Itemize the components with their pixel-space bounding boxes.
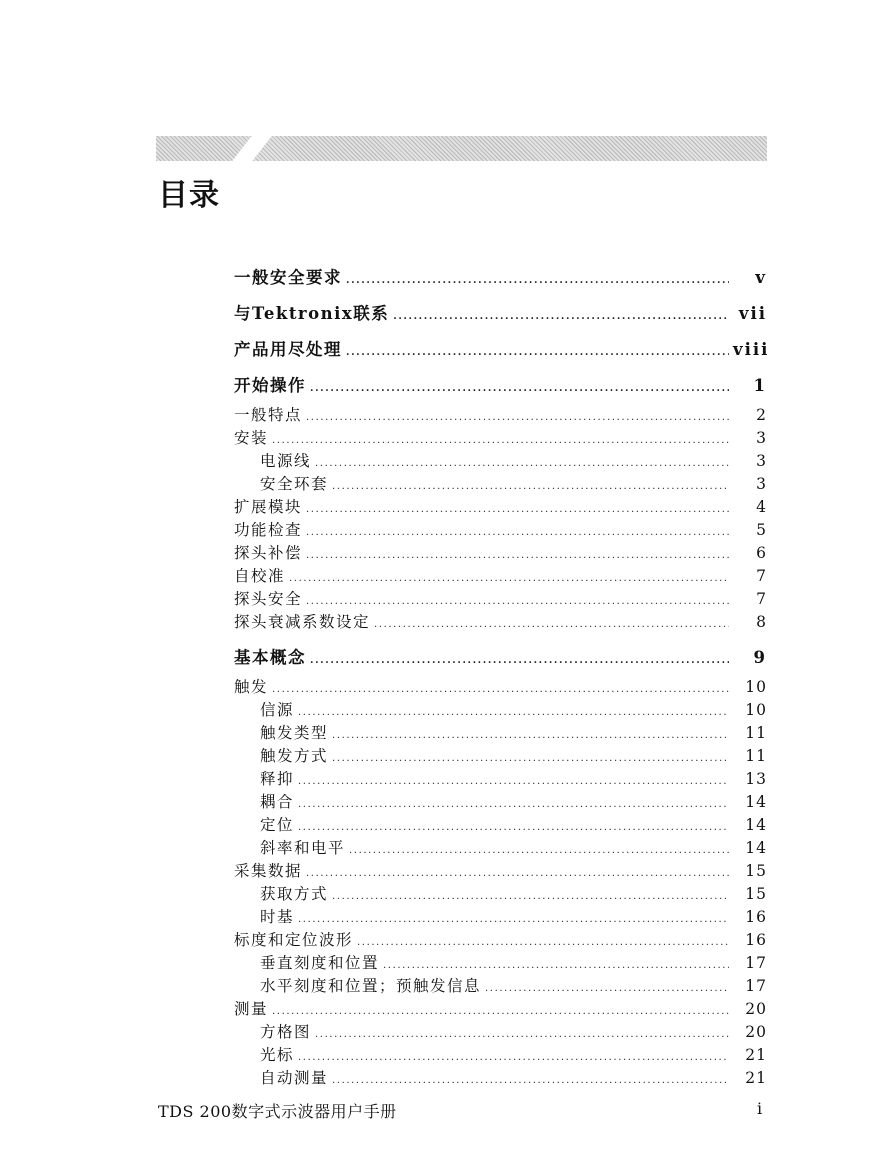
toc-dot-leader	[393, 299, 729, 335]
toc-dot-leader	[332, 475, 729, 498]
toc-subsection-entry[interactable]	[234, 768, 767, 791]
toc-page-number: 17	[745, 954, 767, 972]
toc-subsection-entry[interactable]	[234, 473, 767, 496]
toc-subsection-entry[interactable]	[234, 722, 767, 745]
table-of-contents	[234, 260, 770, 1090]
toc-section-entry[interactable]	[234, 588, 767, 611]
toc-page-number: 3	[756, 475, 767, 493]
toc-dot-leader	[298, 816, 729, 839]
toc-dot-leader	[310, 371, 729, 407]
toc-page-number: 20	[745, 1023, 767, 1041]
toc-page-number: 14	[745, 793, 767, 811]
toc-entry-label: 获取方式	[260, 885, 329, 903]
toc-subsection-entry[interactable]	[234, 814, 767, 837]
toc-dot-leader	[315, 1023, 729, 1046]
toc-dot-leader	[357, 931, 729, 954]
toc-entry-label: 耦合	[260, 793, 295, 811]
toc-section-entry[interactable]	[234, 860, 767, 883]
toc-page-number: 21	[745, 1046, 767, 1064]
toc-dot-leader	[332, 724, 729, 747]
toc-page-number: 9	[753, 648, 767, 667]
toc-subsection-entry[interactable]	[234, 906, 767, 929]
toc-page-number: 11	[745, 747, 767, 765]
toc-entry-label: 探头补偿	[234, 544, 303, 562]
toc-entry-label: 一般特点	[234, 406, 303, 424]
toc-entry-label: 与Tektronix联系	[234, 304, 390, 323]
toc-entry-label: 电源线	[260, 452, 312, 470]
toc-dot-leader	[332, 747, 729, 770]
toc-subsection-entry[interactable]	[234, 1021, 767, 1044]
toc-section-entry[interactable]	[234, 404, 767, 427]
toc-dot-leader	[349, 839, 729, 862]
toc-entry-label: 水平刻度和位置；预触发信息	[260, 977, 482, 995]
toc-chapter-entry[interactable]	[234, 332, 770, 368]
footer-manual-title: TDS 200数字式示波器用户手册	[158, 1102, 397, 1121]
toc-entry-label: 时基	[260, 908, 295, 926]
toc-subsection-entry[interactable]	[234, 791, 767, 814]
toc-page-number: 5	[756, 521, 767, 539]
toc-dot-leader	[298, 908, 729, 931]
toc-entry-label: 一般安全要求	[234, 268, 342, 287]
toc-dot-leader	[306, 406, 729, 429]
toc-section-entry[interactable]	[234, 427, 767, 450]
toc-entry-label: 触发类型	[260, 724, 329, 742]
toc-dot-leader	[306, 862, 729, 885]
toc-page-number: 3	[756, 452, 767, 470]
toc-section-entry[interactable]	[234, 565, 767, 588]
toc-dot-leader	[346, 263, 729, 299]
toc-section-entry[interactable]	[234, 542, 767, 565]
toc-page-number: 17	[745, 977, 767, 995]
toc-page-number: 2	[756, 406, 767, 424]
toc-page-number: 11	[745, 724, 767, 742]
toc-page-number: 16	[745, 908, 767, 926]
toc-page-number: viii	[733, 340, 770, 359]
toc-subsection-entry[interactable]	[234, 1044, 767, 1067]
toc-dot-leader	[272, 429, 729, 452]
toc-entry-label: 释抑	[260, 770, 295, 788]
toc-entry-label: 斜率和电平	[260, 839, 346, 857]
toc-entry-label: 方格图	[260, 1023, 312, 1041]
toc-entry-label: 功能检查	[234, 521, 303, 539]
toc-page-number: 16	[745, 931, 767, 949]
toc-dot-leader	[310, 643, 729, 679]
toc-page-number: 3	[756, 429, 767, 447]
toc-page-number: 14	[745, 839, 767, 857]
toc-subsection-entry[interactable]	[234, 745, 767, 768]
toc-entry-label: 垂直刻度和位置	[260, 954, 380, 972]
toc-page-number: 21	[745, 1069, 767, 1087]
toc-dot-leader	[306, 590, 729, 613]
toc-dot-leader	[298, 1046, 729, 1069]
toc-page-number: 14	[745, 816, 767, 834]
toc-entry-label: 自校准	[234, 567, 286, 585]
toc-dot-leader	[298, 701, 729, 724]
toc-entry-label: 安全环套	[260, 475, 329, 493]
toc-page-number: 8	[756, 613, 767, 631]
toc-dot-leader	[272, 678, 729, 701]
toc-dot-leader	[485, 977, 729, 1000]
toc-dot-leader	[315, 452, 729, 475]
toc-dot-leader	[298, 770, 729, 793]
toc-entry-label: 基本概念	[234, 648, 306, 667]
toc-entry-label: 开始操作	[234, 376, 306, 395]
toc-page-number: 7	[756, 590, 767, 608]
toc-page-number: v	[755, 268, 767, 287]
toc-page-number: 10	[745, 678, 767, 696]
toc-page-number: 6	[756, 544, 767, 562]
toc-page-number: 4	[756, 498, 767, 516]
page-title: 目录	[158, 178, 220, 213]
toc-section-entry[interactable]	[234, 496, 767, 519]
toc-dot-leader	[289, 567, 729, 590]
toc-dot-leader	[332, 1069, 729, 1092]
toc-dot-leader	[383, 954, 729, 977]
toc-page-number: 15	[745, 885, 767, 903]
toc-section-entry[interactable]	[234, 676, 767, 699]
toc-page-number: 1	[753, 376, 767, 395]
toc-dot-leader	[306, 521, 729, 544]
toc-entry-label: 采集数据	[234, 862, 303, 880]
toc-dot-leader	[306, 498, 729, 521]
toc-page-number: vii	[738, 304, 767, 323]
toc-chapter-entry[interactable]	[234, 296, 767, 332]
toc-entry-label: 探头安全	[234, 590, 303, 608]
toc-chapter-entry[interactable]	[234, 368, 767, 404]
toc-subsection-entry[interactable]	[234, 883, 767, 906]
toc-page-number: 15	[745, 862, 767, 880]
toc-entry-label: 测量	[234, 1000, 269, 1018]
toc-chapter-entry[interactable]	[234, 640, 767, 676]
toc-section-entry[interactable]	[234, 998, 767, 1021]
toc-entry-label: 探头衰减系数设定	[234, 613, 371, 631]
toc-dot-leader	[272, 1000, 729, 1023]
footer-page-number: i	[757, 1099, 763, 1118]
toc-entry-label: 扩展模块	[234, 498, 303, 516]
toc-entry-label: 光标	[260, 1046, 295, 1064]
toc-entry-label: 触发方式	[260, 747, 329, 765]
toc-dot-leader	[332, 885, 729, 908]
toc-section-entry[interactable]	[234, 519, 767, 542]
toc-page-number: 20	[745, 1000, 767, 1018]
toc-subsection-entry[interactable]	[234, 975, 767, 998]
toc-dot-leader	[298, 793, 729, 816]
toc-entry-label: 定位	[260, 816, 295, 834]
toc-page-number: 10	[745, 701, 767, 719]
toc-subsection-entry[interactable]	[234, 1067, 767, 1090]
toc-subsection-entry[interactable]	[234, 837, 767, 860]
toc-subsection-entry[interactable]	[234, 450, 767, 473]
toc-entry-label: 信源	[260, 701, 295, 719]
toc-dot-leader	[346, 335, 729, 371]
toc-subsection-entry[interactable]	[234, 699, 767, 722]
toc-entry-label: 产品用尽处理	[234, 340, 342, 359]
toc-dot-leader	[306, 544, 729, 567]
toc-page-number: 7	[756, 567, 767, 585]
toc-subsection-entry[interactable]	[234, 952, 767, 975]
toc-entry-label: 标度和定位波形	[234, 931, 354, 949]
toc-section-entry[interactable]	[234, 929, 767, 952]
toc-page-number: 13	[745, 770, 767, 788]
toc-section-entry[interactable]	[234, 611, 767, 634]
toc-entry-label: 安装	[234, 429, 269, 447]
toc-entry-label: 自动测量	[260, 1069, 329, 1087]
toc-chapter-entry[interactable]	[234, 260, 767, 296]
toc-dot-leader	[374, 613, 729, 636]
toc-entry-label: 触发	[234, 678, 269, 696]
